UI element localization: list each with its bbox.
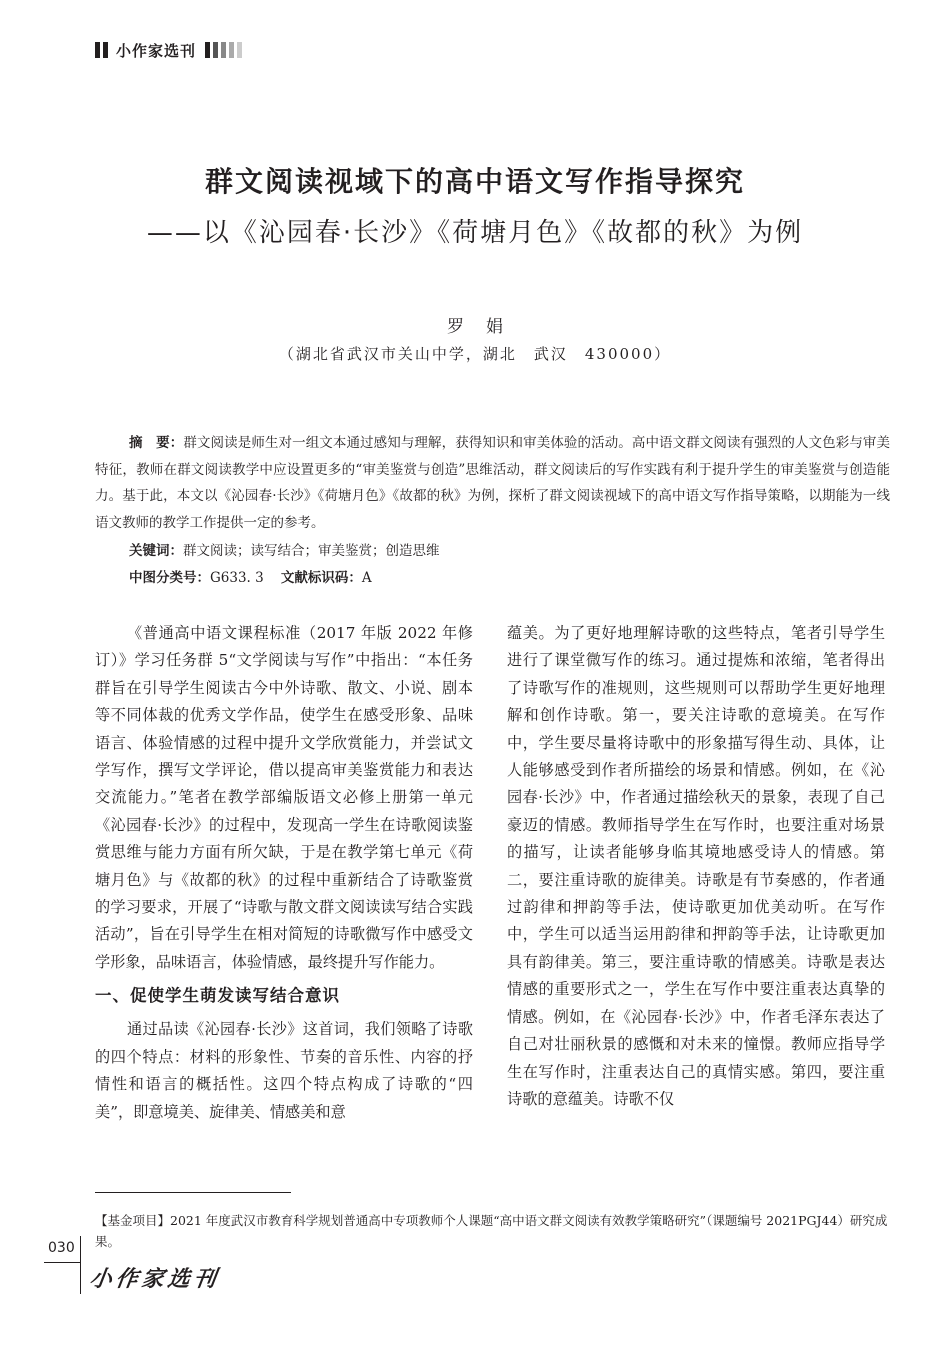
classification: [129, 565, 372, 591]
section-heading: 一、促使学生萌发读写结合意识: [95, 986, 340, 1006]
body-paragraph: 通过品读《沁园春·长沙》这首词，我们领略了诗歌的四个特点：材料的形象性、节奏的音乐性、内容的抒情性和语言的概括性。这四个特点构成了诗歌的“四美”，即意境美、旋律美、情感美和意: [95, 1020, 473, 1121]
body-paragraph: 蕴美。为了更好地理解诗歌的这些特点，笔者引导学生进行了课堂微写作的练习。通过提炼和浓缩，笔者得出了诗歌写作的准规则，这些规则可以帮助学生更好地理解和创作诗歌。第一，要关注诗歌的意境美。在写作中，学生要尽量将诗歌中的形象描写得生动、具体，让人能够感受到作者所描绘的场景和情感。例如，在《沁园春·长沙》中，作者通过描绘秋天的景象，表现了自己豪迈的情感。教师指导学生在写作时，也要注重对场景的描写，让读者能够身临其境地感受诗人的情感。第二，要注重诗歌的旋律美。诗歌是有节奏感的，作者通过韵律和押韵等手法，使诗歌更加优美动听。在写作中，学生可以适当运用韵律和押韵等手法，让诗歌更加具有韵律美。第三，要注重诗歌的情感美。诗歌是表达情感的重要形式之一，学生在写作中要注重表达真挚的情感。例如，在《沁园春·长沙》中，作者毛泽东表达了自己对壮丽秋景的感慨和对未来的憧憬。教师应指导学生在写作时，注重表达自己的真情实感。第四，要注重诗歌的意蕴美。诗歌不仅: [507, 624, 885, 1108]
doc-code: A: [361, 570, 372, 586]
footer-logo: 小作家选刊: [87, 1266, 222, 1292]
abstract-text: 群文阅读是师生对一组文本通过感知与理解，获得知识和审美体验的活动。高中语文群文阅读有强烈的人文色彩与审美特征，教师在群文阅读教学中应设置更多的“审美鉴赏与创造”思维活动，群文阅读后的写作实践有利于提升学生的审美鉴赏与创造能力。基于此，本文以《沁园春·长沙》《荷塘月色》《故都的秋》为例，探析了群文阅读视域下的高中语文写作指导策略，以期能为一线语文教师的教学工作提供一定的参考。: [95, 435, 891, 531]
article-subtitle: ——以《沁园春·长沙》《荷塘月色》《故都的秋》为例: [146, 218, 804, 248]
keywords-text: 群文阅读；读写结合；审美鉴赏；创造思维: [183, 543, 440, 559]
author-name: 罗娟: [447, 317, 525, 337]
abstract-label: 摘 要：: [129, 435, 184, 451]
keywords: [129, 538, 440, 564]
abstract: [95, 430, 890, 536]
footnote-rule: [95, 1192, 291, 1193]
header-bars-right: [205, 42, 242, 58]
doc-code-label: 文献标识码：: [280, 570, 362, 586]
header-bars-left: [95, 42, 108, 58]
running-header: [95, 38, 242, 62]
page-number: 030: [48, 1240, 75, 1256]
clc-label: 中图分类号：: [129, 570, 210, 586]
footer-vertical-rule: [80, 1236, 81, 1294]
author-affiliation: （湖北省武汉市关山中学，湖北 武汉 430000）: [278, 345, 672, 363]
body-column-right: [507, 620, 885, 1113]
body-paragraph: 《普通高中语文课程标准（2017 年版 2022 年修订）》学习任务群 5“文学阅读与写作”中指出：“本任务群旨在引导学生阅读古今中外诗歌、散文、小说、剧本等不同体裁的优秀文学作品，使学生在感受形象、品味语言、体验情感的过程中提升文学欣赏能力，并尝试文学写作，撰写文学评论，借以提高审美鉴赏能力和表达交流能力。”笔者在教学部编版语文必修上册第一单元《沁园春·长沙》的过程中，发现高一学生在诗歌阅读鉴赏思维与能力方面有所欠缺，于是在教学第七单元《荷塘月色》与《故都的秋》的过程中重新结合了诗歌鉴赏的学习要求，开展了“诗歌与散文群文阅读读写结合实践活动”，旨在引导学生在相对简短的诗歌微写作中感受文学形象，品味语言，体验情感，最终提升写作能力。: [95, 624, 473, 971]
article-title: 群文阅读视域下的高中语文写作指导探究: [204, 165, 745, 198]
magazine-name: 小作家选刊: [116, 41, 197, 60]
body-column-left: [95, 620, 473, 1126]
keywords-label: 关键词：: [129, 543, 183, 559]
footer-horizontal-rule: [44, 1262, 81, 1263]
clc-code: G633. 3: [210, 570, 264, 586]
footnote: 【基金项目】2021 年度武汉市教育科学规划普通高中专项教师个人课题“高中语文群文阅读有效教学策略研究”（课题编号 2021PGJ44）研究成果。: [95, 1213, 888, 1249]
